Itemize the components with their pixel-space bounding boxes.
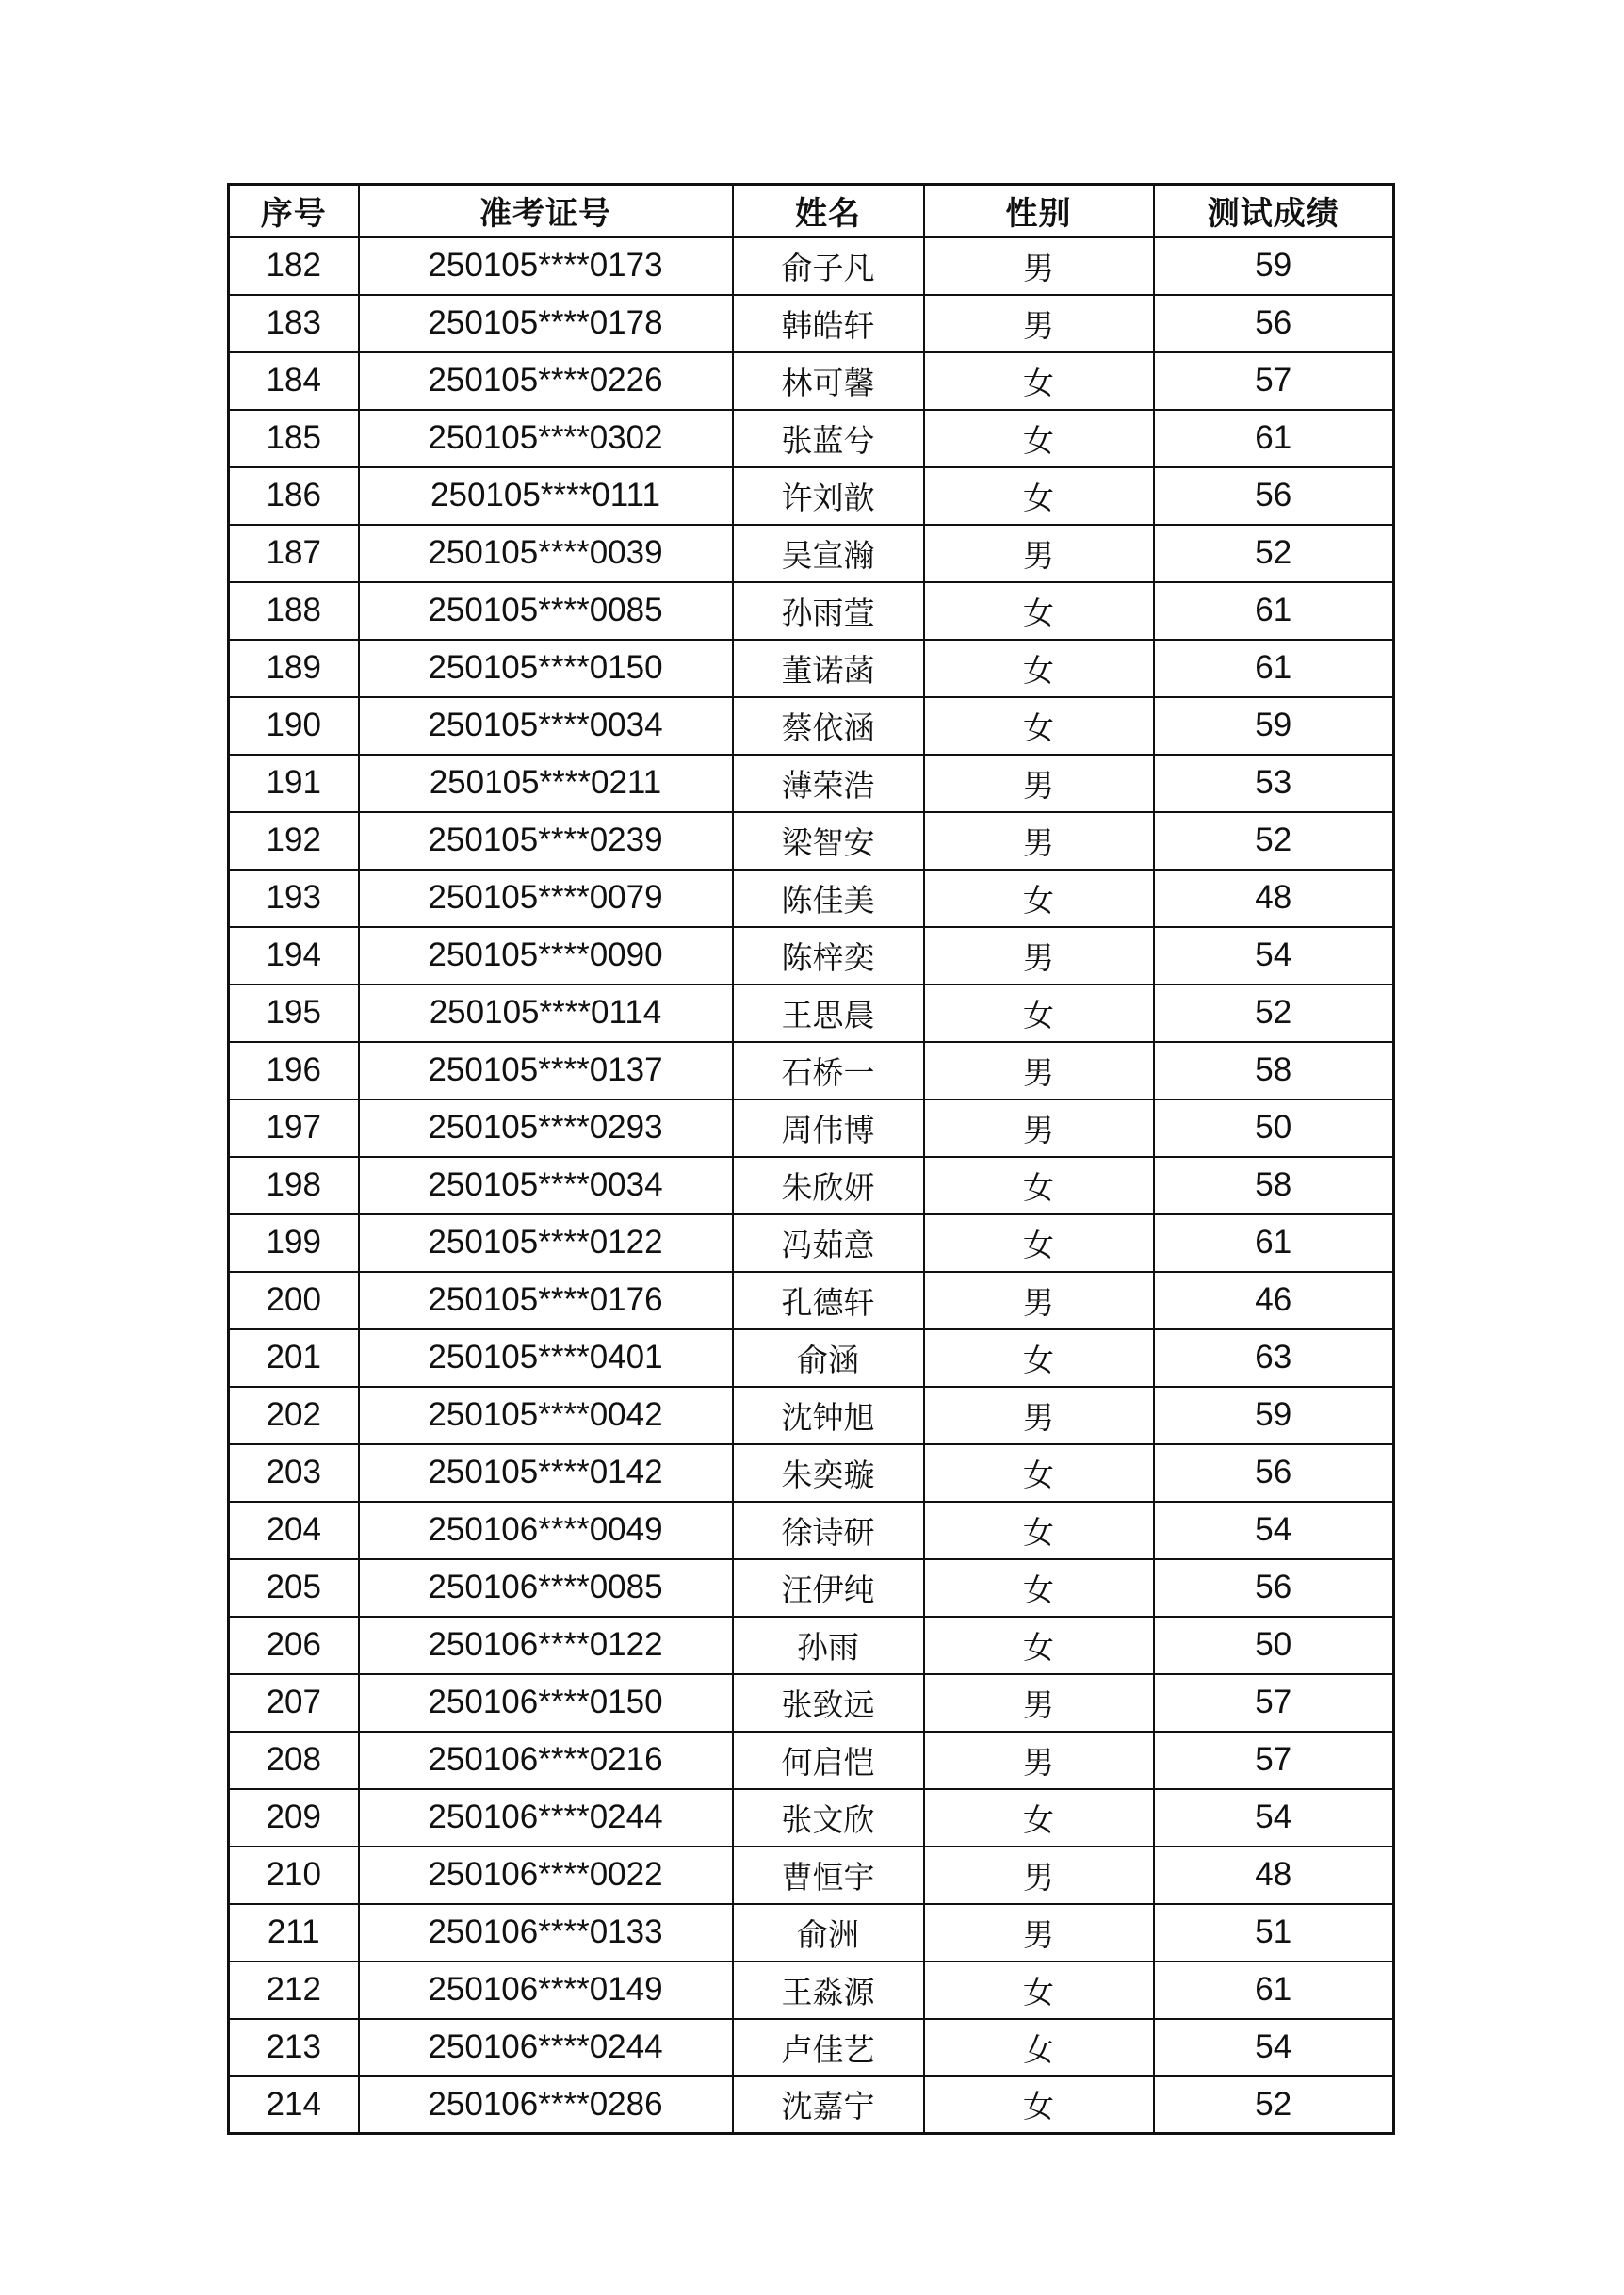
cell-score: 61 [1154, 410, 1394, 467]
cell-index: 198 [229, 1157, 359, 1214]
cell-score: 56 [1154, 1559, 1394, 1617]
cell-ticket: 250106****0149 [359, 1961, 733, 2019]
cell-name: 冯茹意 [733, 1214, 924, 1272]
cell-gender: 女 [924, 1329, 1154, 1387]
cell-name: 孙雨萱 [733, 582, 924, 640]
cell-gender: 男 [924, 755, 1154, 812]
cell-index: 196 [229, 1042, 359, 1099]
cell-name: 孙雨 [733, 1617, 924, 1674]
cell-ticket: 250105****0178 [359, 295, 733, 352]
table-row [229, 1214, 1394, 1272]
cell-ticket: 250105****0211 [359, 755, 733, 812]
cell-gender: 女 [924, 1789, 1154, 1847]
table-row [229, 2076, 1394, 2134]
cell-gender: 女 [924, 1961, 1154, 2019]
cell-ticket: 250106****0022 [359, 1847, 733, 1904]
cell-name: 陈梓奕 [733, 927, 924, 985]
cell-ticket: 250106****0244 [359, 2019, 733, 2076]
table-row [229, 870, 1394, 927]
cell-index: 212 [229, 1961, 359, 2019]
header-name: 姓名 [733, 185, 924, 237]
cell-name: 徐诗研 [733, 1502, 924, 1559]
cell-index: 187 [229, 525, 359, 582]
cell-index: 214 [229, 2076, 359, 2134]
table-row [229, 1674, 1394, 1732]
table-row [229, 1617, 1394, 1674]
cell-name: 蔡依涵 [733, 697, 924, 755]
cell-name: 俞子凡 [733, 237, 924, 295]
cell-name: 张文欣 [733, 1789, 924, 1847]
cell-name: 卢佳艺 [733, 2019, 924, 2076]
cell-name: 汪伊纯 [733, 1559, 924, 1617]
cell-score: 48 [1154, 870, 1394, 927]
cell-gender: 女 [924, 1444, 1154, 1502]
cell-index: 200 [229, 1272, 359, 1329]
cell-score: 50 [1154, 1099, 1394, 1157]
cell-score: 61 [1154, 582, 1394, 640]
cell-ticket: 250105****0142 [359, 1444, 733, 1502]
cell-score: 52 [1154, 812, 1394, 870]
header-gender: 性别 [924, 185, 1154, 237]
cell-ticket: 250106****0244 [359, 1789, 733, 1847]
cell-gender: 男 [924, 295, 1154, 352]
cell-name: 王淼源 [733, 1961, 924, 2019]
cell-ticket: 250105****0293 [359, 1099, 733, 1157]
cell-gender: 女 [924, 1157, 1154, 1214]
cell-gender: 男 [924, 1847, 1154, 1904]
cell-index: 203 [229, 1444, 359, 1502]
cell-index: 188 [229, 582, 359, 640]
cell-index: 190 [229, 697, 359, 755]
cell-name: 许刘歆 [733, 467, 924, 525]
table-row [229, 1559, 1394, 1617]
table-row [229, 1157, 1394, 1214]
cell-score: 56 [1154, 1444, 1394, 1502]
cell-gender: 男 [924, 1674, 1154, 1732]
cell-index: 199 [229, 1214, 359, 1272]
cell-name: 孔德轩 [733, 1272, 924, 1329]
table-row [229, 1502, 1394, 1559]
cell-gender: 女 [924, 2019, 1154, 2076]
table-row [229, 1789, 1394, 1847]
cell-ticket: 250105****0176 [359, 1272, 733, 1329]
cell-name: 董诺菡 [733, 640, 924, 697]
score-table [227, 183, 1395, 2135]
table-row [229, 1732, 1394, 1789]
cell-ticket: 250105****0114 [359, 985, 733, 1042]
cell-score: 54 [1154, 1789, 1394, 1847]
cell-index: 182 [229, 237, 359, 295]
cell-ticket: 250105****0137 [359, 1042, 733, 1099]
cell-ticket: 250106****0133 [359, 1904, 733, 1961]
cell-score: 58 [1154, 1042, 1394, 1099]
cell-name: 沈嘉宁 [733, 2076, 924, 2134]
cell-name: 韩皓轩 [733, 295, 924, 352]
table-row [229, 1904, 1394, 1961]
cell-index: 210 [229, 1847, 359, 1904]
cell-score: 50 [1154, 1617, 1394, 1674]
cell-name: 沈钟旭 [733, 1387, 924, 1444]
cell-gender: 女 [924, 582, 1154, 640]
cell-name: 王思晨 [733, 985, 924, 1042]
cell-score: 52 [1154, 985, 1394, 1042]
cell-gender: 女 [924, 467, 1154, 525]
cell-score: 61 [1154, 1961, 1394, 2019]
table-row [229, 755, 1394, 812]
cell-ticket: 250105****0034 [359, 697, 733, 755]
cell-ticket: 250106****0150 [359, 1674, 733, 1732]
cell-index: 208 [229, 1732, 359, 1789]
table-body [229, 237, 1394, 2134]
cell-score: 54 [1154, 927, 1394, 985]
cell-ticket: 250105****0226 [359, 352, 733, 410]
table-row [229, 410, 1394, 467]
cell-name: 张蓝兮 [733, 410, 924, 467]
cell-gender: 女 [924, 1559, 1154, 1617]
cell-ticket: 250105****0090 [359, 927, 733, 985]
cell-ticket: 250105****0085 [359, 582, 733, 640]
cell-score: 61 [1154, 640, 1394, 697]
cell-name: 周伟博 [733, 1099, 924, 1157]
cell-score: 59 [1154, 1387, 1394, 1444]
cell-name: 薄荣浩 [733, 755, 924, 812]
cell-ticket: 250106****0085 [359, 1559, 733, 1617]
cell-score: 57 [1154, 352, 1394, 410]
cell-index: 205 [229, 1559, 359, 1617]
cell-index: 204 [229, 1502, 359, 1559]
cell-index: 189 [229, 640, 359, 697]
cell-name: 朱奕璇 [733, 1444, 924, 1502]
cell-name: 梁智安 [733, 812, 924, 870]
table-row [229, 1387, 1394, 1444]
table-header-row [229, 185, 1394, 237]
cell-gender: 男 [924, 927, 1154, 985]
cell-ticket: 250106****0216 [359, 1732, 733, 1789]
cell-index: 213 [229, 2019, 359, 2076]
cell-gender: 男 [924, 237, 1154, 295]
table-row [229, 352, 1394, 410]
cell-gender: 女 [924, 1617, 1154, 1674]
cell-ticket: 250105****0079 [359, 870, 733, 927]
cell-name: 何启恺 [733, 1732, 924, 1789]
cell-ticket: 250105****0401 [359, 1329, 733, 1387]
cell-ticket: 250105****0039 [359, 525, 733, 582]
cell-index: 209 [229, 1789, 359, 1847]
table-row [229, 295, 1394, 352]
cell-name: 曹恒宇 [733, 1847, 924, 1904]
cell-index: 194 [229, 927, 359, 985]
cell-gender: 男 [924, 525, 1154, 582]
table-row [229, 1444, 1394, 1502]
cell-name: 俞涵 [733, 1329, 924, 1387]
cell-gender: 女 [924, 2076, 1154, 2134]
cell-gender: 男 [924, 1042, 1154, 1099]
table-row [229, 1099, 1394, 1157]
table-row [229, 525, 1394, 582]
cell-score: 57 [1154, 1732, 1394, 1789]
cell-score: 56 [1154, 467, 1394, 525]
cell-name: 陈佳美 [733, 870, 924, 927]
table-row [229, 927, 1394, 985]
cell-name: 朱欣妍 [733, 1157, 924, 1214]
table-row [229, 237, 1394, 295]
table-row [229, 1042, 1394, 1099]
cell-gender: 女 [924, 697, 1154, 755]
cell-index: 211 [229, 1904, 359, 1961]
cell-index: 195 [229, 985, 359, 1042]
cell-score: 61 [1154, 1214, 1394, 1272]
cell-ticket: 250105****0042 [359, 1387, 733, 1444]
cell-gender: 男 [924, 1099, 1154, 1157]
cell-ticket: 250105****0122 [359, 1214, 733, 1272]
cell-index: 193 [229, 870, 359, 927]
cell-gender: 男 [924, 1272, 1154, 1329]
cell-gender: 男 [924, 1387, 1154, 1444]
table-row [229, 985, 1394, 1042]
cell-score: 59 [1154, 697, 1394, 755]
header-index: 序号 [229, 185, 359, 237]
cell-index: 207 [229, 1674, 359, 1732]
cell-index: 192 [229, 812, 359, 870]
cell-score: 52 [1154, 525, 1394, 582]
cell-gender: 女 [924, 870, 1154, 927]
header-ticket: 准考证号 [359, 185, 733, 237]
cell-gender: 女 [924, 410, 1154, 467]
cell-ticket: 250106****0286 [359, 2076, 733, 2134]
table-row [229, 467, 1394, 525]
cell-score: 46 [1154, 1272, 1394, 1329]
cell-gender: 女 [924, 985, 1154, 1042]
cell-gender: 男 [924, 1732, 1154, 1789]
table-row [229, 1961, 1394, 2019]
cell-ticket: 250105****0111 [359, 467, 733, 525]
cell-score: 51 [1154, 1904, 1394, 1961]
cell-score: 54 [1154, 2019, 1394, 2076]
cell-gender: 女 [924, 1502, 1154, 1559]
table-row [229, 1847, 1394, 1904]
cell-index: 202 [229, 1387, 359, 1444]
cell-ticket: 250105****0034 [359, 1157, 733, 1214]
cell-score: 57 [1154, 1674, 1394, 1732]
cell-ticket: 250105****0302 [359, 410, 733, 467]
cell-ticket: 250106****0049 [359, 1502, 733, 1559]
cell-score: 56 [1154, 295, 1394, 352]
cell-index: 183 [229, 295, 359, 352]
table-row [229, 812, 1394, 870]
table-row [229, 1272, 1394, 1329]
cell-index: 184 [229, 352, 359, 410]
cell-score: 48 [1154, 1847, 1394, 1904]
header-score: 测试成绩 [1154, 185, 1394, 237]
cell-score: 52 [1154, 2076, 1394, 2134]
cell-index: 197 [229, 1099, 359, 1157]
cell-score: 59 [1154, 237, 1394, 295]
cell-gender: 男 [924, 1904, 1154, 1961]
cell-score: 53 [1154, 755, 1394, 812]
table-row [229, 640, 1394, 697]
cell-gender: 女 [924, 1214, 1154, 1272]
cell-index: 185 [229, 410, 359, 467]
table-row [229, 1329, 1394, 1387]
cell-index: 186 [229, 467, 359, 525]
table-row [229, 697, 1394, 755]
cell-ticket: 250105****0173 [359, 237, 733, 295]
table-row [229, 582, 1394, 640]
cell-name: 俞洲 [733, 1904, 924, 1961]
cell-gender: 男 [924, 812, 1154, 870]
table-row [229, 2019, 1394, 2076]
cell-index: 206 [229, 1617, 359, 1674]
cell-index: 191 [229, 755, 359, 812]
cell-name: 张致远 [733, 1674, 924, 1732]
cell-gender: 女 [924, 640, 1154, 697]
cell-index: 201 [229, 1329, 359, 1387]
cell-name: 石桥一 [733, 1042, 924, 1099]
cell-ticket: 250105****0239 [359, 812, 733, 870]
cell-score: 63 [1154, 1329, 1394, 1387]
cell-ticket: 250106****0122 [359, 1617, 733, 1674]
cell-gender: 女 [924, 352, 1154, 410]
cell-name: 林可馨 [733, 352, 924, 410]
cell-score: 58 [1154, 1157, 1394, 1214]
cell-ticket: 250105****0150 [359, 640, 733, 697]
cell-name: 吴宣瀚 [733, 525, 924, 582]
cell-score: 54 [1154, 1502, 1394, 1559]
